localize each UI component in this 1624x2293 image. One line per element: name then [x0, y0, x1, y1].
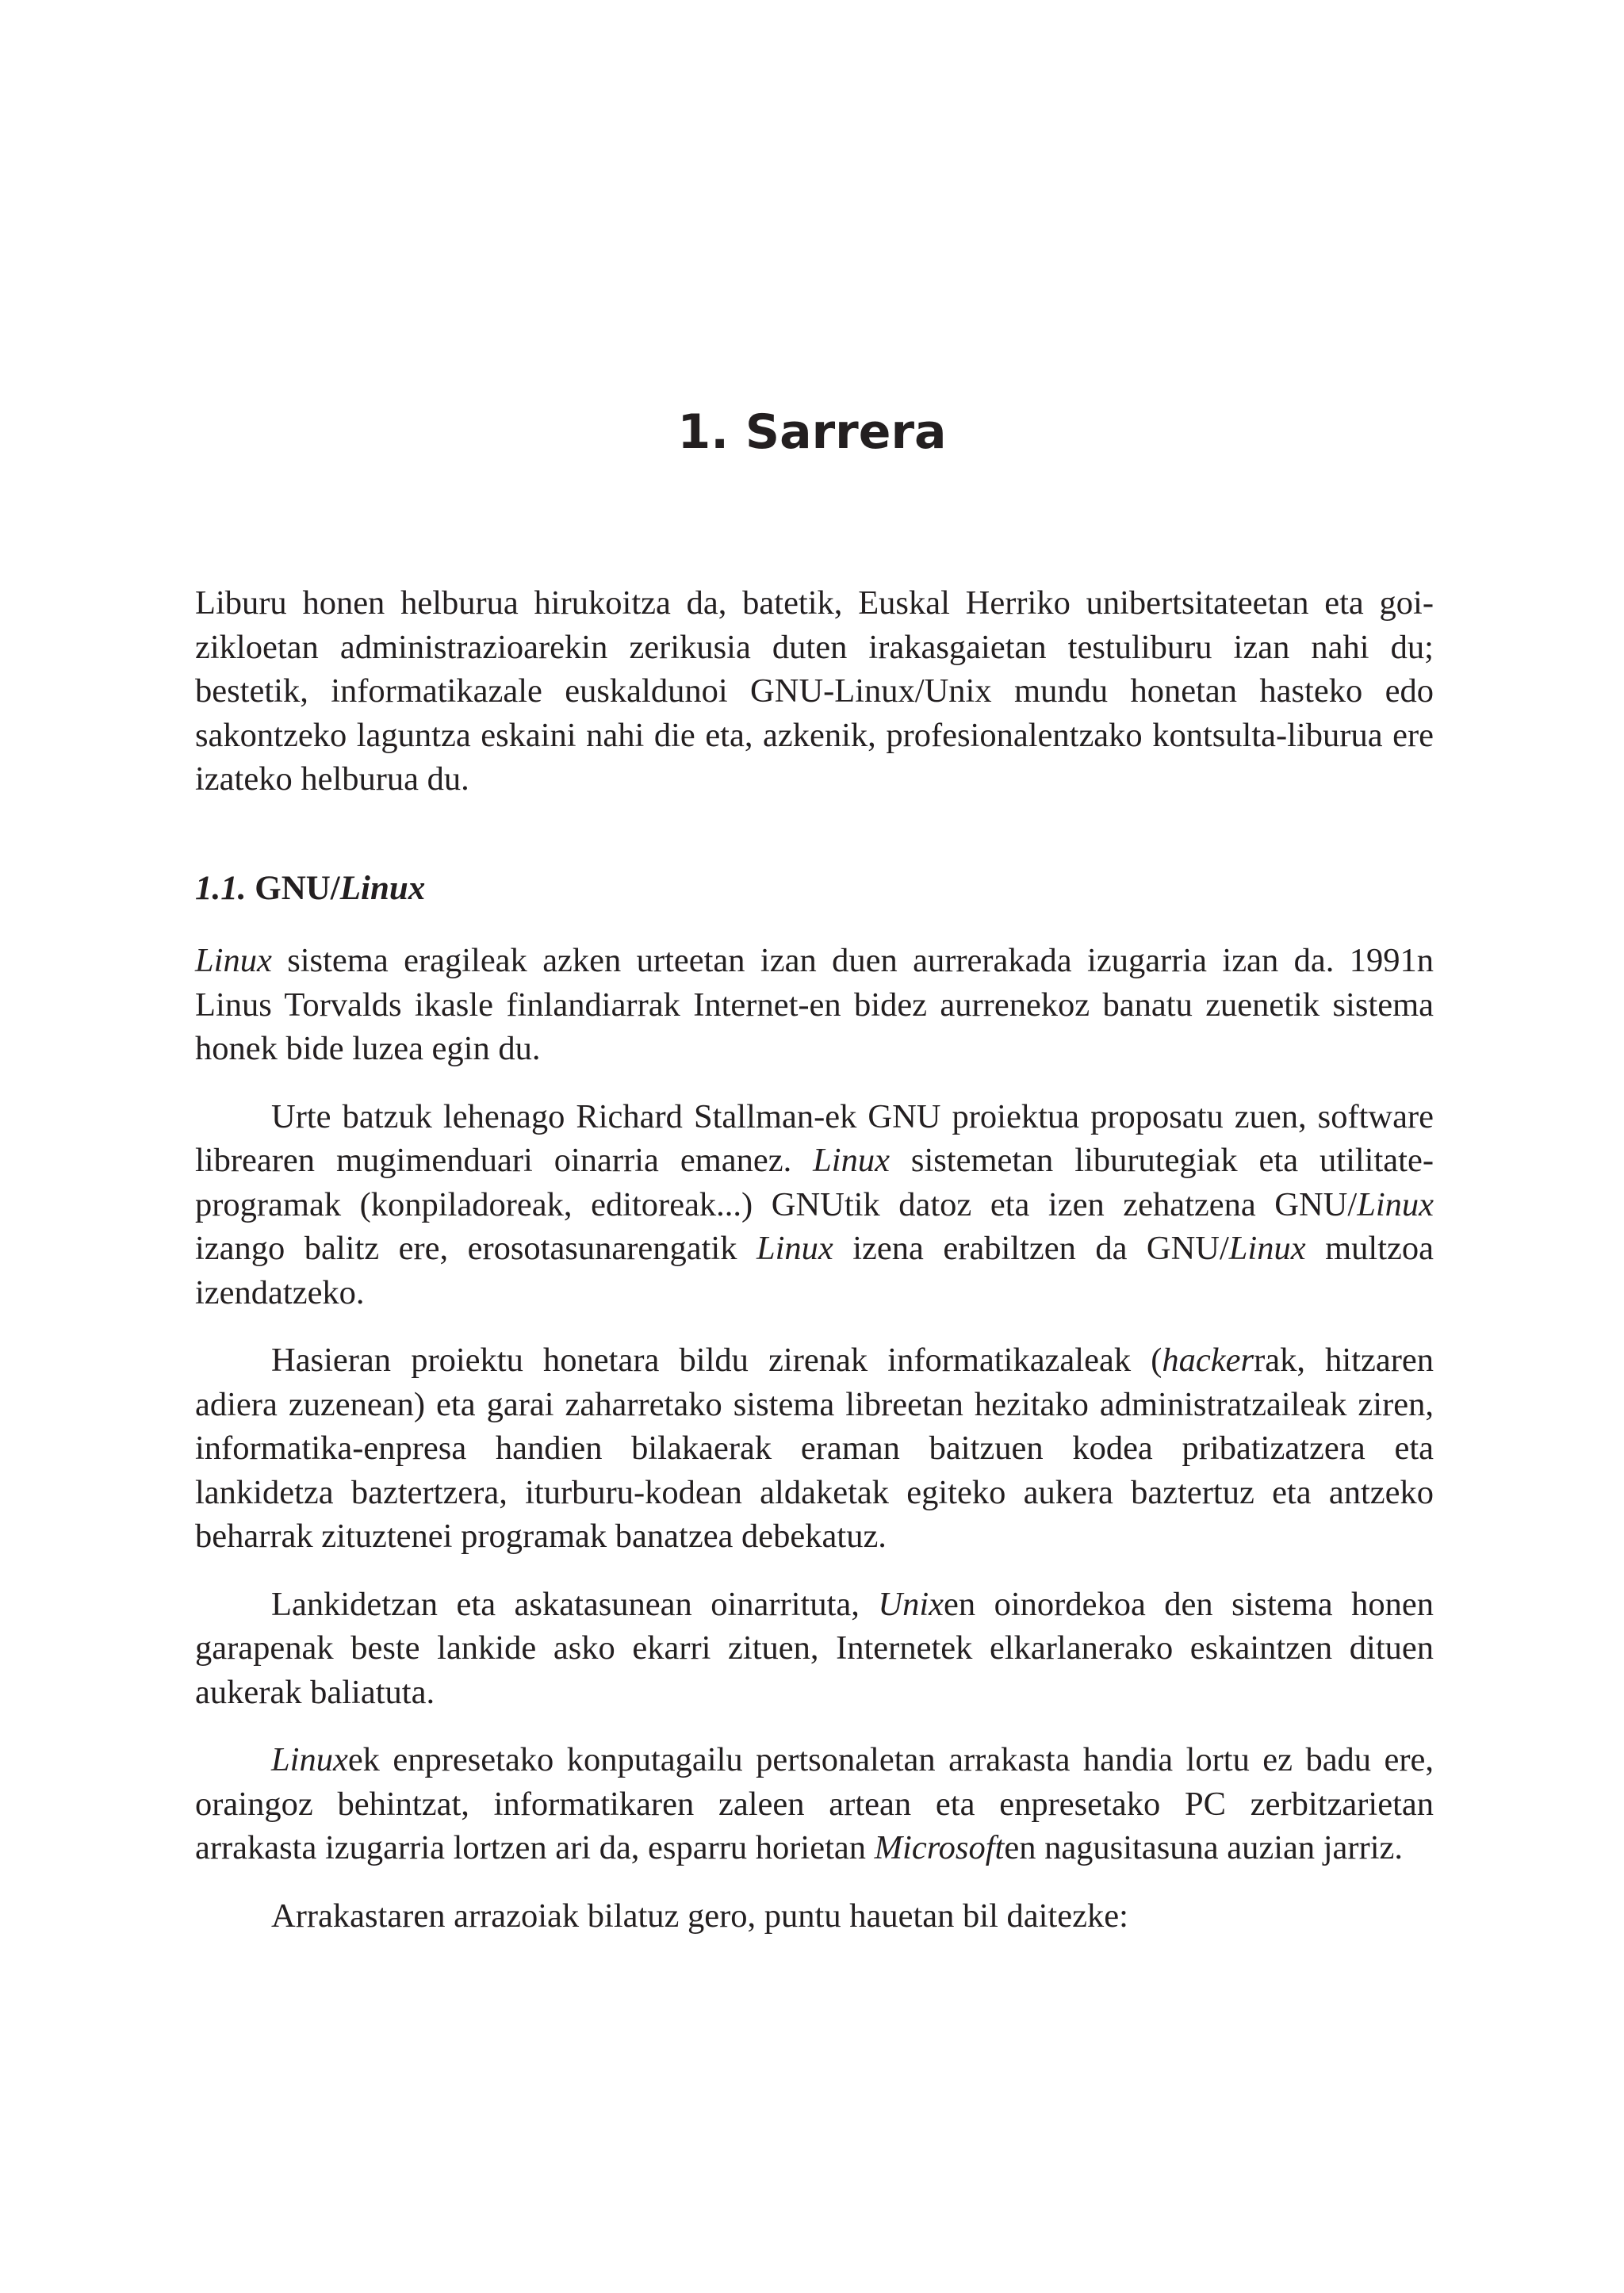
p2-text-g: izena erabiltzen da GNU/ — [833, 1230, 1229, 1267]
p5-text-d: en nagusitasuna auzian jarriz. — [1004, 1829, 1404, 1866]
p5-italic-a: Linux — [271, 1741, 348, 1778]
p6-text: Arrakastaren arrazoiak bilatuz gero, puntu hauetan bil daitezke: — [271, 1897, 1128, 1935]
p4-text-c: en oinordekoa den sistema honen garapenak beste lankide asko ekarri zituen, Internetek elkarlanerako eskaintzen dituen aukerak baliatuta. — [195, 1585, 1434, 1711]
section-body — [195, 939, 1434, 1938]
p4-text-a: Lankidetzan eta askatasunean oinarrituta, — [271, 1585, 879, 1623]
p2-italic-b: Linux — [813, 1142, 890, 1179]
section-heading — [195, 869, 425, 908]
paragraph-1 — [195, 939, 1434, 1071]
intro-text: Liburu honen helburua hirukoitza da, batetik, Euskal Herriko unibertsitateetan eta goi-zikloetan administrazioarekin zerikusia duten irakasgaietan testuliburu izan nahi du; bestetik, informatikazale euskaldunoi GNU-Linux/Unix mundu honetan hasteko edo sakontzeko laguntza eskaini nahi die eta, azkenik, profesionalentzako kontsulta-liburua ere izateko helburua du. — [195, 584, 1434, 798]
p2-text-i: multzoa izendatzeko. — [195, 1230, 1434, 1311]
section-title-plain: GNU/ — [255, 870, 340, 907]
chapter-title: 1. Sarrera — [677, 404, 947, 460]
p2-text-e: izango balitz ere, erosotasunarengatik — [195, 1230, 756, 1267]
p5-italic-c: Microsoft — [874, 1829, 1005, 1866]
p1-text: sistema eragileak azken urteetan izan duen aurrerakada izugarria izan da. 1991n Linus Torvalds ikasle finlandiarrak Internet-en bidez aurrenekoz banatu zuenetik sistema honek bide luzea egin du. — [195, 942, 1434, 1067]
p2-text-c: sistemetan liburutegiak eta utilitate-programak (konpiladoreak, editoreak...) GNUtik datoz eta izen zehatzena GNU/ — [195, 1142, 1434, 1223]
paragraph-4 — [195, 1583, 1434, 1715]
p2-italic-h: Linux — [1228, 1230, 1306, 1267]
p3-text-a: Hasieran proiektu honetara bildu zirenak informatikazaleak ( — [271, 1342, 1162, 1379]
paragraph-5 — [195, 1738, 1434, 1870]
paragraph-3 — [195, 1338, 1434, 1559]
p5-text-b: ek enpresetako konputagailu pertsonaletan arrakasta handia lortu ez badu ere, oraingoz behintzat, informatikaren zaleen artean eta enpresetako PC zerbitzarietan arrakasta izugarria lortzen ari da, esparru horietan — [195, 1741, 1434, 1866]
p2-text-a: Urte batzuk lehenago Richard Stallman-ek GNU proiektua proposatu zuen, software librearen mugimenduari oinarria emanez. — [195, 1097, 1434, 1179]
p1-italic: Linux — [195, 942, 272, 979]
paragraph-6 — [195, 1894, 1434, 1939]
section-number: 1.1. — [195, 870, 247, 907]
intro-paragraph-block — [195, 581, 1434, 802]
p4-italic-b: Unix — [878, 1585, 944, 1623]
paragraph-2 — [195, 1095, 1434, 1315]
intro-paragraph — [195, 581, 1434, 802]
p2-italic-f: Linux — [756, 1230, 833, 1267]
p3-text-c: rak, hitzaren adiera zuzenean) eta garai zaharretako sistema libreetan hezitako administratzaileak ziren, informatika-enpresa handien bilakaerak eraman baitzuen kodea pribatizatzera eta lankidetza baztertzera, iturburu-kodean aldaketak egiteko aukera baztertuz eta antzeko beharrak zituztenei programak banatzea debekatuz. — [195, 1342, 1434, 1555]
p3-italic-b: hacker — [1162, 1342, 1254, 1379]
p2-italic-d: Linux — [1357, 1185, 1434, 1223]
section-title-italic: Linux — [339, 870, 426, 907]
